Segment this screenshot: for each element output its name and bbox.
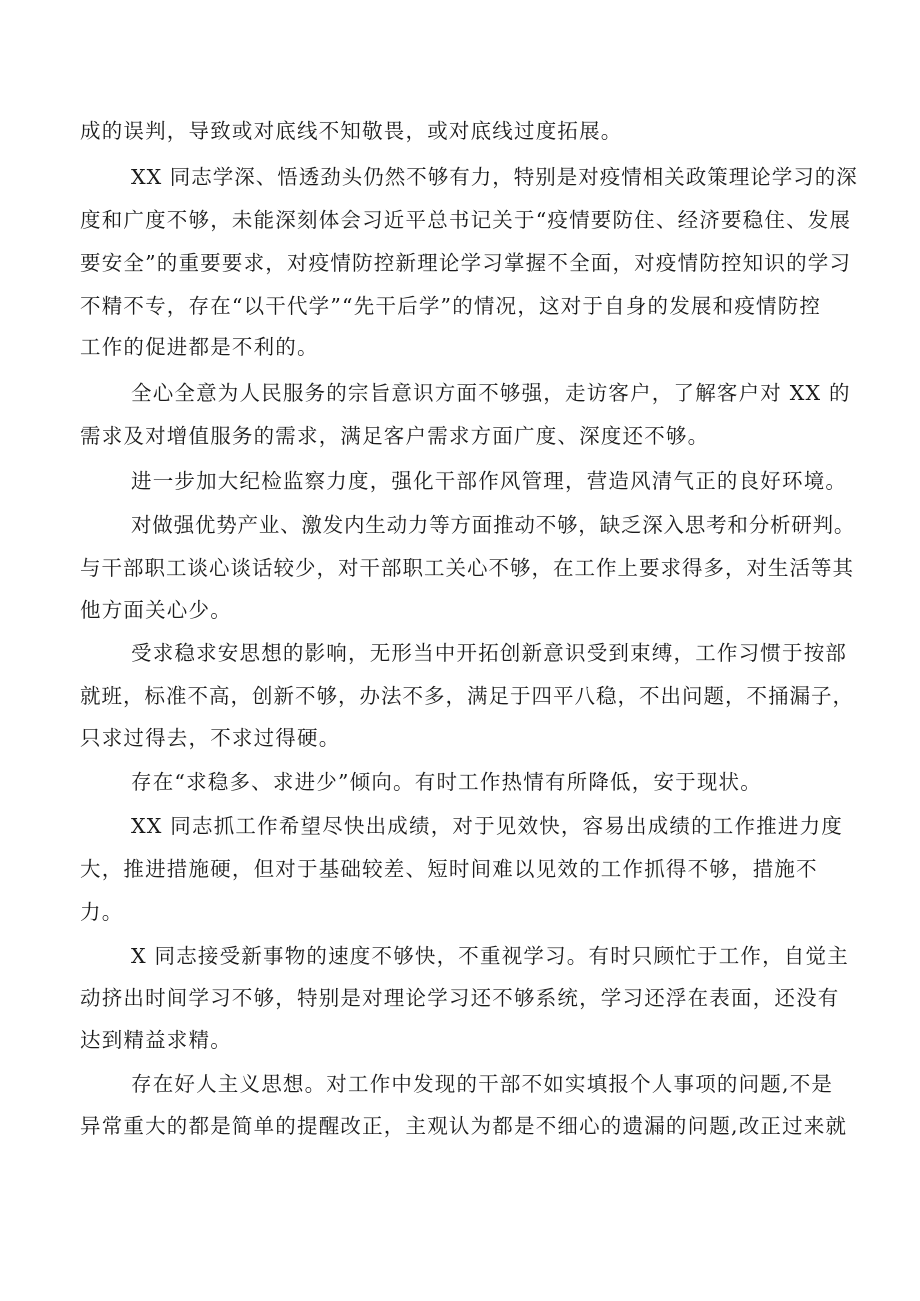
text-line: 对做强优势产业、激发内生动力等方面推动不够，缺乏深入思考和分析研判。 — [131, 513, 856, 537]
text-line: 异常重大的都是简单的提醒改正，主观认为都是不细心的遗漏的问题,改正过来就 — [80, 1114, 848, 1138]
text-line: 不精不专，存在“以干代学”“先干后学”的情况，这对于自身的发展和疫情防控 — [80, 294, 822, 318]
text-line: X 同志接受新事物的速度不够快，不重视学习。有时只顾忙于工作，自觉主 — [131, 944, 849, 968]
text-line: 力。 — [80, 900, 124, 924]
text-line: XX 同志学深、悟透劲头仍然不够有力，特别是对疫情相关政策理论学习的深 — [131, 165, 858, 189]
text-line: 动挤出时间学习不够，特别是对理论学习还不够系统，学习还浮在表面，还没有 — [80, 986, 840, 1010]
text-line: 进一步加大纪检监察力度，强化干部作风管理，营造风清气正的良好环境。 — [131, 469, 848, 493]
text-line: 存在“求稳多、求进少”倾向。有时工作热情有所降低，安于现状。 — [131, 770, 762, 794]
text-line: 存在好人主义思想。对工作中发现的干部不如实填报个人事项的问题,不是 — [131, 1072, 834, 1096]
text-line: 度和广度不够，未能深刻体会习近平总书记关于“疫情要防住、经济要稳住、发展 — [80, 208, 852, 232]
text-line: 需求及对增值服务的需求，满足客户需求方面广度、深度还不够。 — [80, 424, 710, 448]
text-line: 就班，标准不高，创新不够，办法不多，满足于四平八稳，不出问题，不捅漏子， — [80, 684, 854, 708]
text-line: XX 同志抓工作希望尽快出成绩，对于见效快，容易出成绩的工作推进力度 — [131, 814, 844, 838]
text-line: 他方面关心少。 — [80, 598, 232, 622]
text-line: 大，推进措施硬，但对于基础较差、短时间难以见效的工作抓得不够，措施不 — [80, 857, 818, 881]
text-line: 受求稳求安思想的影响，无形当中开拓创新意识受到束缚，工作习惯于按部 — [131, 641, 848, 665]
text-line: 工作的促进都是不利的。 — [80, 335, 319, 359]
text-line: 成的误判，导致或对底线不知敬畏，或对底线过度拓展。 — [80, 119, 623, 143]
text-line: 只求过得去，不求过得硬。 — [80, 726, 341, 750]
text-line: 达到精益求精。 — [80, 1028, 232, 1052]
text-line: 与干部职工谈心谈话较少，对干部职工关心不够，在工作上要求得多，对生活等其 — [80, 556, 854, 580]
text-line: 要安全”的重要要求，对疫情防控新理论学习掌握不全面，对疫情防控知识的学习 — [80, 251, 852, 275]
text-line: 全心全意为人民服务的宗旨意识方面不够强，走访客户，了解客户对 XX 的 — [131, 381, 851, 405]
